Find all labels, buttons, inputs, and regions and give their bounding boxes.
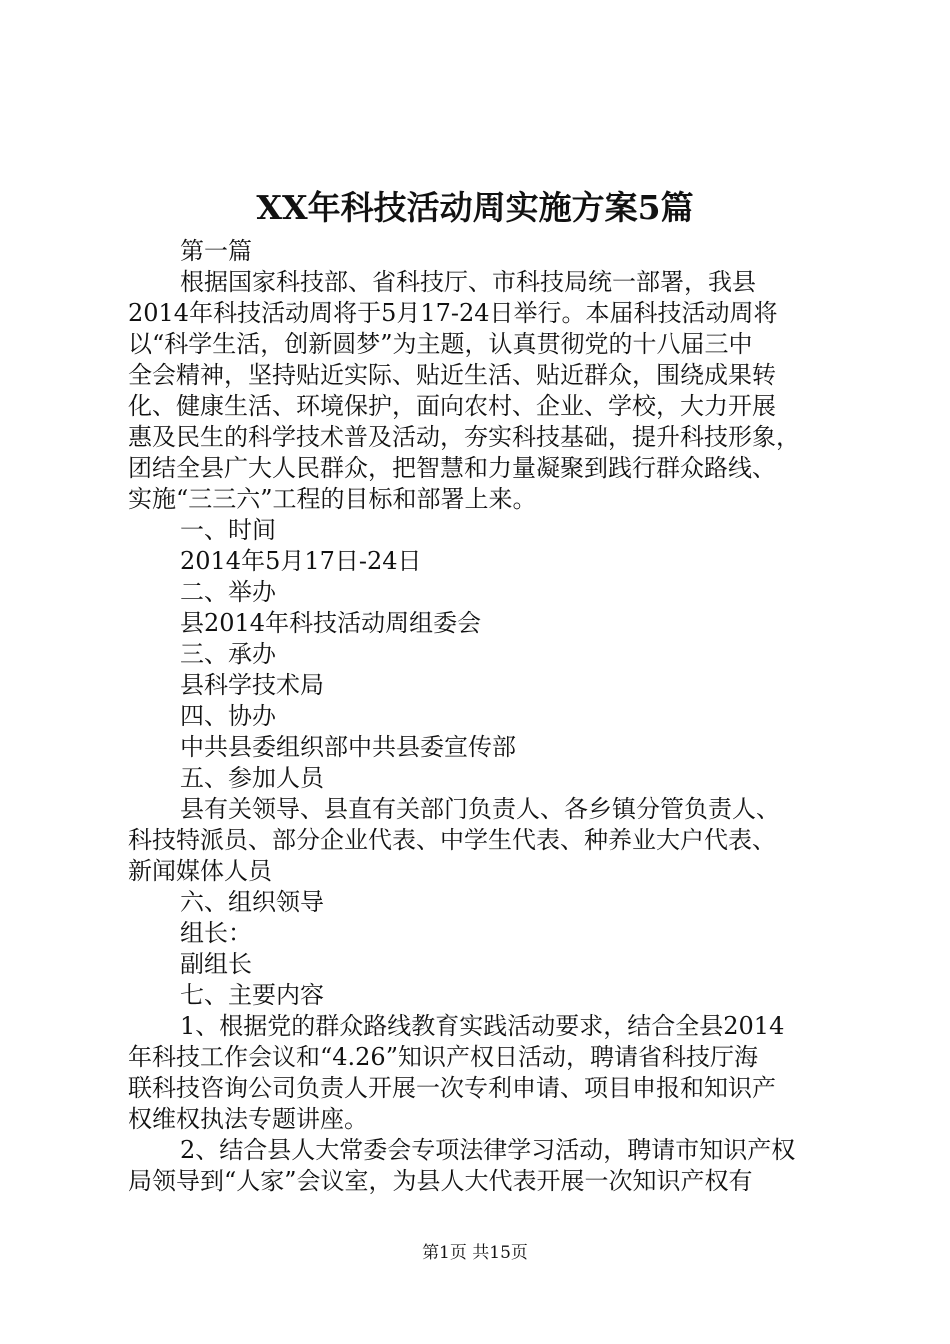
document-line: 七、主要内容 (180, 981, 324, 1009)
document-line: 实施“三三六”工程的目标和部署上来。 (128, 485, 537, 513)
document-line: 县2014年科技活动周组委会 (180, 609, 482, 637)
document-line: 联科技咨询公司负责人开展一次专利申请、项目申报和知识产 (128, 1074, 776, 1102)
document-line: 五、参加人员 (180, 764, 324, 792)
document-line: 县有关领导、县直有关部门负责人、各乡镇分管负责人、 (180, 795, 780, 823)
document-line: 科技特派员、部分企业代表、中学生代表、种养业大户代表、 (128, 826, 776, 854)
document-line: 2014年5月17日-24日 (180, 547, 422, 575)
document-line: 化、健康生活、环境保护，面向农村、企业、学校，大力开展 (128, 392, 776, 420)
document-line: 六、组织领导 (180, 888, 324, 916)
document-line: 2014年科技活动周将于5月17-24日举行。本届科技活动周将 (128, 299, 778, 327)
document-line: 全会精神，坚持贴近实际、贴近生活、贴近群众，围绕成果转 (128, 361, 776, 389)
page-footer: 第1页 共15页 (422, 1243, 528, 1263)
document-line: 2、结合县人大常委会专项法律学习活动，聘请市知识产权 (180, 1136, 796, 1164)
document-line: 根据国家科技部、省科技厅、市科技局统一部署，我县 (180, 268, 756, 296)
document-line: 团结全县广大人民群众，把智慧和力量凝聚到践行群众路线、 (128, 454, 776, 482)
document-line: 四、协办 (180, 702, 276, 730)
document-line: 年科技工作会议和“4.26”知识产权日活动，聘请省科技厅海 (128, 1043, 758, 1071)
document-line: 组长： (180, 919, 252, 947)
document-body (128, 236, 826, 1197)
document-title: XX年科技活动周实施方案5篇 (256, 188, 694, 227)
document-line: 以“科学生活，创新圆梦”为主题，认真贯彻党的十八届三中 (128, 330, 753, 358)
document-line: 权维权执法专题讲座。 (128, 1105, 368, 1133)
document-line: 惠及民生的科学技术普及活动，夯实科技基础，提升科技形象， (128, 423, 800, 451)
document-line: 副组长 (180, 950, 252, 978)
document-line: 三、承办 (180, 640, 276, 668)
document-line: 县科学技术局 (180, 671, 324, 699)
document-line: 1、根据党的群众路线教育实践活动要求，结合全县2014 (180, 1012, 785, 1040)
document-line: 第一篇 (180, 237, 252, 265)
document-line: 局领导到“人家”会议室，为县人大代表开展一次知识产权有 (128, 1167, 753, 1195)
document-line: 二、举办 (180, 578, 276, 606)
document-line: 新闻媒体人员 (128, 857, 272, 885)
document-line: 一、时间 (180, 516, 276, 544)
document-line: 中共县委组织部中共县委宣传部 (180, 733, 516, 761)
